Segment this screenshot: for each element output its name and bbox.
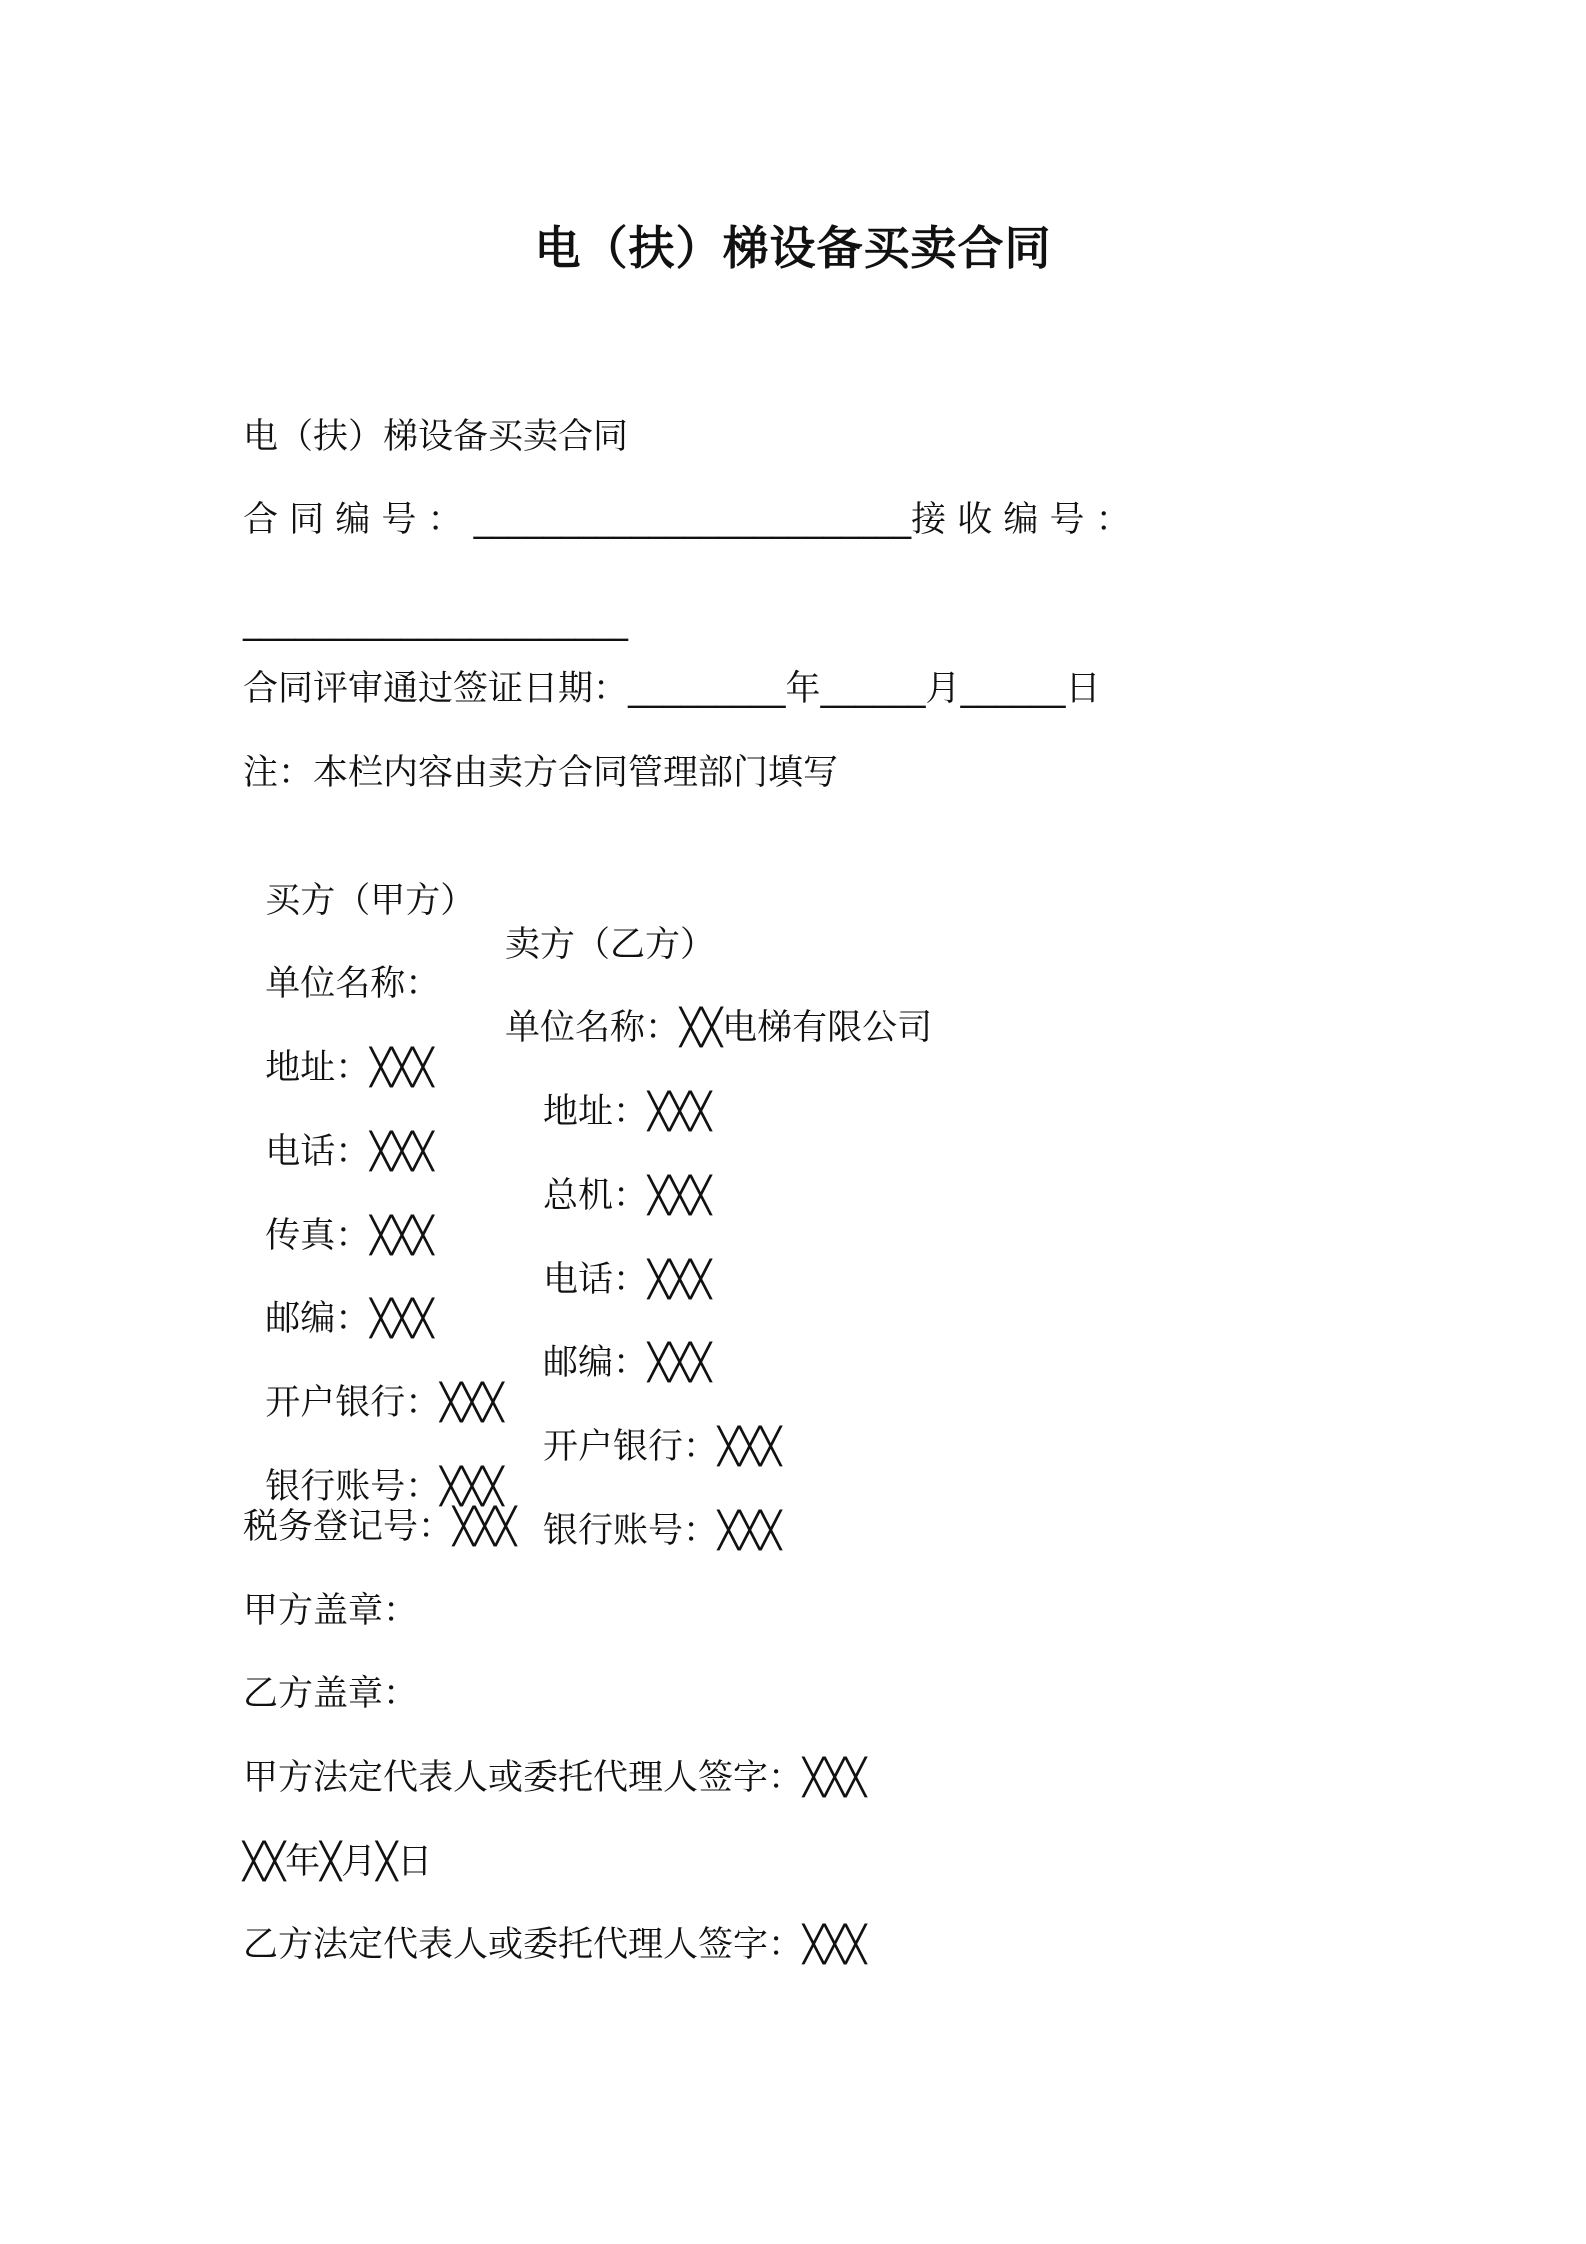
buyer-label: 买方（甲方）	[265, 881, 476, 921]
seller-seal-line: 乙方盖章：	[243, 1674, 419, 1714]
buyer-fax: 传真：╳╳╳	[265, 1216, 434, 1256]
buyer-phone: 电话：╳╳╳	[265, 1132, 434, 1172]
buyer-address: 地址：╳╳╳	[265, 1048, 434, 1088]
receive-number-blank: ______________________	[243, 602, 628, 642]
note-line: 注：本栏内容由卖方合同管理部门填写	[243, 753, 839, 793]
buyer-account: 银行账号：╳╳╳	[265, 1467, 504, 1507]
buyer-bank: 开户银行：╳╳╳	[265, 1383, 504, 1423]
seller-switchboard: 总机：╳╳╳	[543, 1176, 712, 1216]
document-subtitle: 电（扶）梯设备买卖合同	[243, 417, 629, 457]
buyer-signature-line: 甲方法定代表人或委托代理人签字：╳╳╳	[243, 1758, 867, 1798]
seller-signature-line: 乙方法定代表人或委托代理人签字：╳╳╳	[243, 1925, 867, 1965]
signature-date-line: ╳╳年╳月╳日	[243, 1842, 433, 1882]
document-title: 电（扶）梯设备买卖合同	[534, 221, 1052, 275]
seller-phone: 电话：╳╳╳	[543, 1260, 712, 1300]
buyer-zip: 邮编：╳╳╳	[265, 1299, 434, 1339]
review-date-line: 合同评审通过签证日期：_________年______月______日	[243, 669, 1101, 709]
seller-label: 卖方（乙方）	[505, 925, 716, 965]
tax-registration-line: 税务登记号：╳╳╳	[243, 1507, 517, 1547]
contract-number-line: 合 同 编 号 ： _________________________接 收 编 号 ：	[243, 500, 1131, 540]
seller-bank: 开户银行：╳╳╳	[543, 1427, 782, 1467]
buyer-unit-name: 单位名称：	[265, 964, 441, 1004]
seller-account: 银行账号：╳╳╳	[543, 1511, 782, 1551]
seller-address: 地址：╳╳╳	[543, 1092, 712, 1132]
seller-unit-name: 单位名称：╳╳电梯有限公司	[505, 1008, 933, 1048]
seller-zip: 邮编：╳╳╳	[543, 1343, 712, 1383]
buyer-seal-line: 甲方盖章：	[243, 1591, 419, 1631]
